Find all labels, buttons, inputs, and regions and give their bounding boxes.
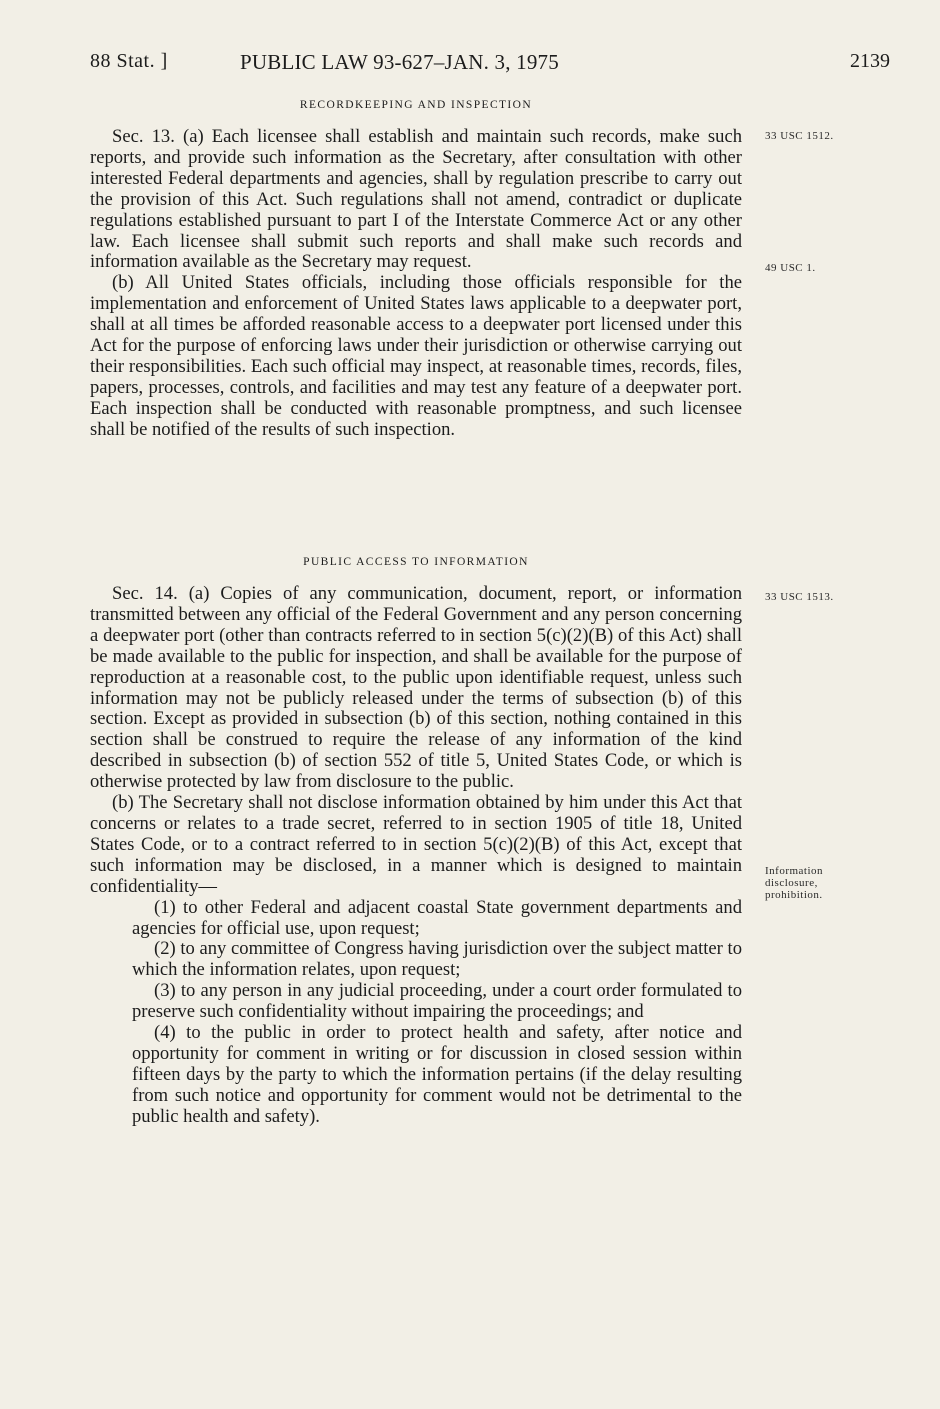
section-14-paragraph-b: (b) The Secretary shall not disclose information obtained by him under this Act that concerns or relates to a trade secret, referred to in section 1905 of title 18, United States Code, or to a contract referred to in section 5(c)(2)(B) of this Act, except that such information may be disclosed, in a manner which is designed to maintain confidentiality—: [90, 792, 742, 897]
list-item: (1) to other Federal and adjacent coastal State government departments and agencies for official use, upon request;: [132, 896, 742, 939]
margin-note-33-usc-1513: 33 USC 1513.: [765, 591, 834, 603]
statute-volume: 88 Stat. ]: [90, 50, 168, 72]
section-title-public-access: PUBLIC ACCESS TO INFORMATION: [303, 556, 529, 568]
disclosure-exceptions-list: [90, 898, 742, 1128]
page-number: 2139: [850, 50, 890, 72]
section-13-paragraph-b: (b) All United States officials, including those officials responsible for the implementation and enforcement of United States laws applicable to a deepwater port, shall at all times be afforded reasonable access to a deepwater port licensed under this Act for the purpose of enforcing laws under their jurisdiction or otherwise carrying out their responsibilities. Each such official may inspect, at reasonable times, records, files, papers, processes, controls, and facilities and may test any feature of a deepwater port. Each inspection shall be conducted with reasonable promptness, and such licensee shall be notified of the results of such inspection.: [90, 272, 742, 440]
margin-note-information-disclosure: Information disclosure, prohibition.: [765, 865, 824, 901]
list-item: (3) to any person in any judicial proceeding, under a court order formulated to preserve such confidentiality without impairing the proceedings; and: [132, 980, 742, 1023]
page-header: [90, 50, 890, 82]
section-14-paragraph-a: Sec. 14. (a) Copies of any communication, document, report, or information transmitted between any official of the Federal Government and any person concerning a deepwater port (other than contracts referred to in section 5(c)(2)(B) of this Act) shall be made available to the public for inspection, and shall be available for the purpose of reproduction at a reasonable cost, to the public upon identifiable request, unless such information may not be publicly released under the terms of subsection (b) of this section. Except as provided in subsection (b) of this section, nothing contained in this section shall be construed to require the release of any information of the kind described in subsection (b) of section 552 of title 5, United States Code, or which is otherwise protected by law from disclosure to the public.: [90, 583, 742, 793]
section-title-recordkeeping: RECORDKEEPING AND INSPECTION: [299, 99, 533, 111]
section-13-paragraph-a: Sec. 13. (a) Each licensee shall establish and maintain such records, make such reports, and provide such information as the Secretary, after consultation with other interested Federal departments and agencies, shall by regulation prescribe to carry out the provision of this Act. Such regulations shall not amend, contradict or duplicate regulations established pursuant to part I of the Interstate Commerce Act or any other law. Each licensee shall submit such reports and shall make such records and information available as the Secretary may request.: [90, 126, 742, 273]
section-13-body: [90, 127, 742, 441]
section-14-body: [90, 584, 742, 1128]
margin-note-49-usc-1: 49 USC 1.: [765, 262, 816, 274]
list-item: (2) to any committee of Congress having jurisdiction over the subject matter to which the information relates, upon request;: [132, 938, 742, 981]
list-item: (4) to the public in order to protect health and safety, after notice and opportunity for comment in writing or for discussion in closed session within fifteen days by the party to which the information pertains (if the delay resulting from such notice and opportunity for comment would not be detrimental to the public health and safety).: [132, 1022, 742, 1127]
margin-note-33-usc-1512: 33 USC 1512.: [765, 130, 834, 142]
public-law-title: PUBLIC LAW 93-627–JAN. 3, 1975: [240, 50, 559, 74]
